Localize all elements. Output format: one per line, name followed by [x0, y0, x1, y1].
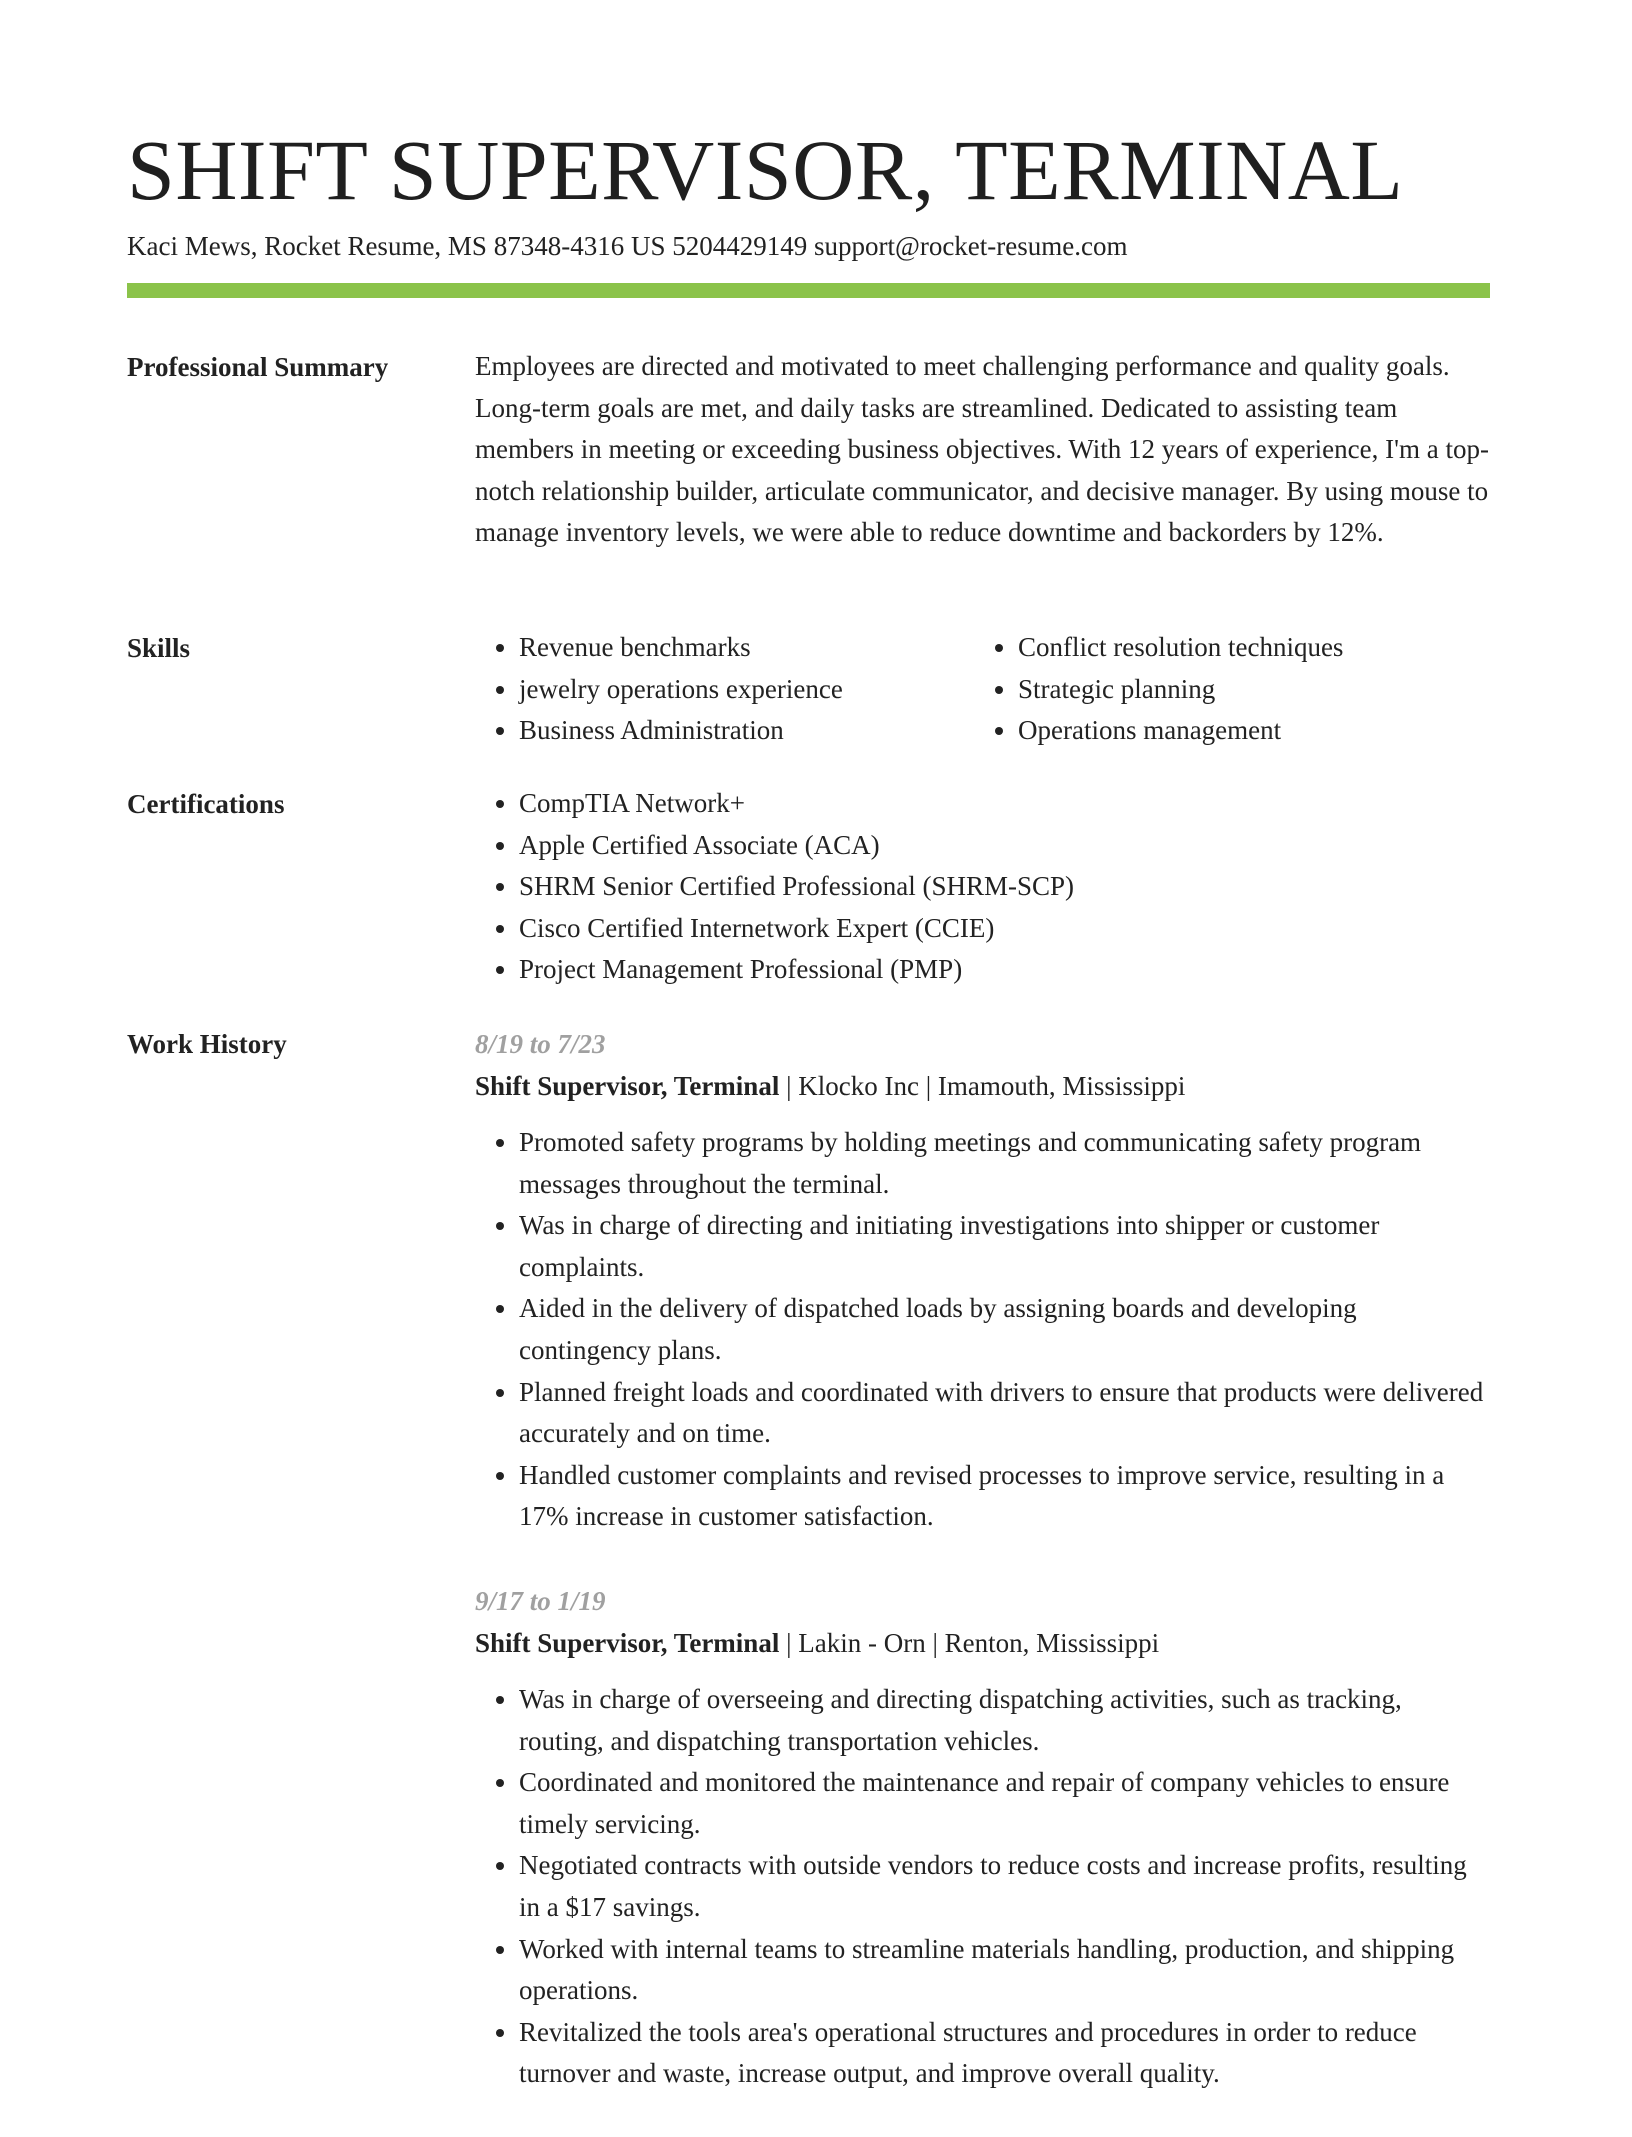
skills-column-right	[974, 627, 1473, 752]
certifications-body	[475, 783, 1490, 991]
job-bullets	[475, 1679, 1490, 2095]
job-bullet: • Was in charge of directing and initiating investigations into shipper or customer complaints.	[519, 1205, 1490, 1288]
job-dates: 9/17 to 1/19	[475, 1585, 606, 1616]
job-bullet: • Handled customer complaints and revised processes to improve service, resulting in a 17% increase in customer satisfaction.	[519, 1455, 1490, 1538]
job-title: Shift Supervisor, Terminal	[475, 1071, 780, 1101]
section-heading-work-history: Work History	[127, 1029, 287, 1059]
job-bullet: • Was in charge of overseeing and directing dispatching activities, such as tracking, routing, and dispatching transportation vehicles.	[519, 1679, 1490, 1762]
skills-list-left	[475, 627, 974, 752]
skills-grid	[475, 627, 1490, 752]
job-heading	[475, 1065, 1490, 1107]
job-bullet: • Worked with internal teams to streamline materials handling, production, and shipping operations.	[519, 1929, 1490, 2012]
job-bullet: • Planned freight loads and coordinated with drivers to ensure that products were delivered accurately and on time.	[519, 1372, 1490, 1455]
job-location: Renton, Mississippi	[944, 1627, 1160, 1658]
skill-item: • Revenue benchmarks	[519, 627, 974, 669]
job-company: Lakin - Orn	[798, 1627, 926, 1658]
resume-title: SHIFT SUPERVISOR, TERMINAL	[127, 122, 1404, 218]
certifications-list	[475, 783, 1490, 991]
skills-column-left	[475, 627, 974, 752]
skill-item: • Conflict resolution techniques	[1018, 627, 1473, 669]
job-location: Imamouth, Mississippi	[937, 1071, 1186, 1101]
summary-body	[475, 346, 1490, 554]
job-dates: 8/19 to 7/23	[475, 1029, 606, 1059]
job-bullet: • Revitalized the tools area's operational structures and procedures in order to reduce turnover and waste, increase output, and improve overall quality.	[519, 2012, 1490, 2095]
section-heading-summary: Professional Summary	[127, 352, 389, 382]
skills-list-right	[974, 627, 1473, 752]
job-bullet: • Negotiated contracts with outside vendors to reduce costs and increase profits, resulting in a $17 savings.	[519, 1845, 1490, 1928]
job-entry	[475, 1023, 1490, 1538]
certification-item: • Apple Certified Associate (ACA)	[519, 825, 1490, 867]
separator: |	[918, 1071, 938, 1101]
skill-item: • jewelry operations experience	[519, 669, 974, 711]
job-bullet: • Promoted safety programs by holding meetings and communicating safety program messages throughout the terminal.	[519, 1122, 1490, 1205]
skill-item: • Strategic planning	[1018, 669, 1473, 711]
contact-line: Kaci Mews, Rocket Resume, MS 87348-4316 US 5204429149 support@rocket-resume.com	[127, 231, 1128, 261]
section-heading-certifications: Certifications	[127, 789, 285, 819]
skill-item: • Business Administration	[519, 710, 974, 752]
job-company: Klocko Inc	[798, 1071, 919, 1101]
job-heading	[475, 1622, 1490, 1664]
job-bullet: • Coordinated and monitored the maintenance and repair of company vehicles to ensure timely servicing.	[519, 1762, 1490, 1845]
accent-divider	[127, 283, 1490, 298]
summary-text: Employees are directed and motivated to meet challenging performance and quality goals. Long-term goals are met, and daily tasks are streamlined. Dedicated to assisting team members in meeting or exceeding business objectives. With 12 years of experience, I'm a top-notch relationship builder, articulate communicator, and decisive manager. By using mouse to manage inventory levels, we were able to reduce downtime and backorders by 12%.	[475, 351, 1489, 548]
job-bullet: • Aided in the delivery of dispatched loads by assigning boards and developing contingency plans.	[519, 1288, 1490, 1371]
certification-item: • Project Management Professional (PMP)	[519, 949, 1490, 991]
separator: |	[925, 1627, 945, 1658]
job-title: Shift Supervisor, Terminal	[475, 1627, 780, 1658]
separator: |	[779, 1071, 799, 1101]
section-heading-skills: Skills	[127, 633, 191, 663]
skill-item: • Operations management	[1018, 710, 1473, 752]
job-entry	[475, 1580, 1490, 2095]
work-history-body	[475, 1023, 1490, 2137]
certification-item: • CompTIA Network+	[519, 783, 1490, 825]
job-bullets	[475, 1122, 1490, 1538]
separator: |	[779, 1627, 799, 1658]
skills-body	[475, 627, 1490, 752]
certification-item: • SHRM Senior Certified Professional (SHRM-SCP)	[519, 866, 1490, 908]
certification-item: • Cisco Certified Internetwork Expert (CCIE)	[519, 908, 1490, 950]
